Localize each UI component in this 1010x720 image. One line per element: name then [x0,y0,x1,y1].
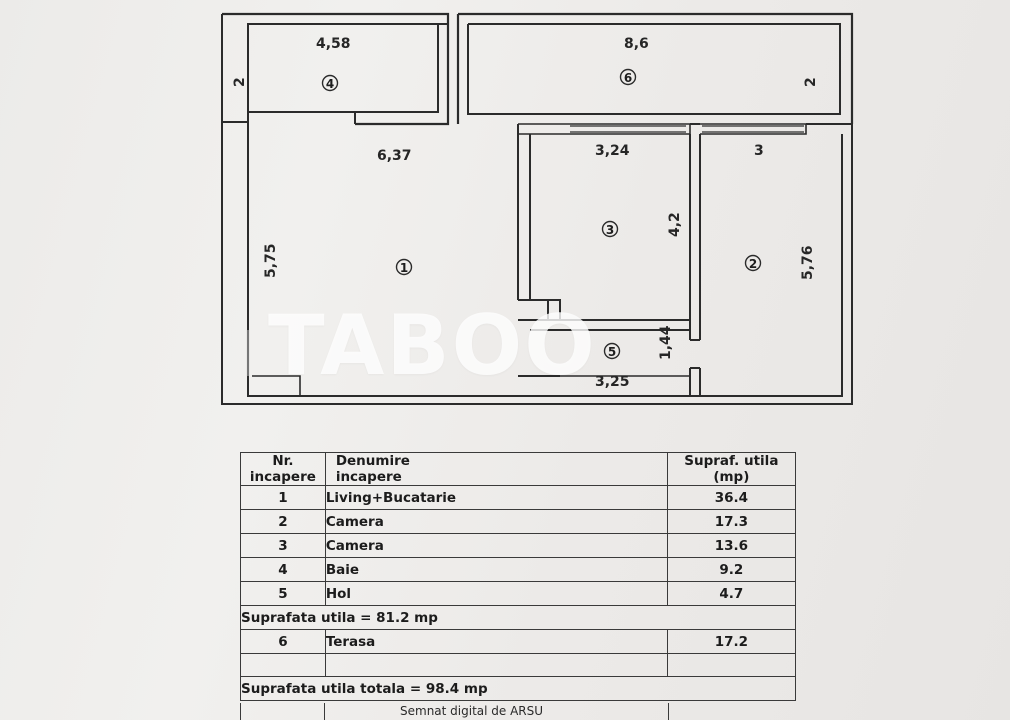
dim-hall-height: 1,44 [658,325,674,360]
row-1-nr: 1 [241,486,326,510]
subtotal-row [241,606,796,630]
row-4-area: 9.2 [667,558,795,582]
row-4-name: Baie [325,558,667,582]
dim-room2-height: 5,76 [800,245,816,280]
room-marker-2-label: 2 [748,257,758,271]
header-nr-line2: incapere [249,469,316,485]
header-name-line2: incapere [335,469,402,485]
row-6-name: Terasa [325,630,667,654]
room-marker-2 [746,256,761,272]
signature-text: Semnat digital de ARSU [400,704,544,718]
room-marker-3-label: 3 [605,223,615,237]
dim-room3-width: 3,24 [595,143,630,159]
dim-terrace-width: 4,58 [316,36,351,52]
row-5-area: 4.7 [667,582,795,606]
row-1-name: Living+Bucatarie [325,486,667,510]
row-1-area: 36.4 [667,486,795,510]
table-row-empty [241,654,796,677]
row-4-nr: 4 [241,558,326,582]
table-row [241,510,796,534]
signature-left-cell [240,703,325,720]
table-header-row [241,453,796,486]
header-nr-line1: Nr. [272,453,294,469]
dim-balcony-width: 8,6 [624,36,649,52]
total-label: Suprafata utila totala = 98.4 mp [241,677,796,701]
header-area-line1: Supraf. utila [684,453,779,469]
total-row [241,677,796,701]
header-area-line2: (mp) [713,469,750,485]
row-empty-nr [241,654,326,677]
dim-living-top-width: 6,37 [377,148,412,164]
row-6-nr: 6 [241,630,326,654]
table-row [241,630,796,654]
row-2-nr: 2 [241,510,326,534]
room-marker-5 [605,344,620,360]
header-area [667,453,795,486]
row-empty-name [325,654,667,677]
digital-signature-strip [240,703,796,720]
room-marker-4 [323,76,338,92]
dim-terrace-height-left: 2 [232,77,248,87]
row-5-nr: 5 [241,582,326,606]
table-row [241,534,796,558]
row-2-name: Camera [325,510,667,534]
header-name [325,453,667,486]
row-3-name: Camera [325,534,667,558]
row-3-area: 13.6 [667,534,795,558]
row-5-name: Hol [325,582,667,606]
dim-bottom-width: 3,25 [595,374,630,390]
header-nr [241,453,326,486]
room-marker-6-label: 6 [623,71,633,85]
table-row [241,486,796,510]
row-empty-area [667,654,795,677]
room-marker-1-label: 1 [399,261,409,275]
room-marker-1 [397,260,412,276]
dim-balcony-height-right: 2 [803,77,819,87]
dim-room3-height: 4,2 [667,212,683,237]
room-schedule-table [240,452,796,701]
table-row [241,582,796,606]
subtotal-label: Suprafata utila = 81.2 mp [241,606,796,630]
room-marker-4-label: 4 [325,77,335,91]
watermark-text: TABOO [268,297,597,394]
dim-room2-width: 3 [754,143,764,159]
signature-right-cell [668,703,796,720]
room-marker-6 [621,70,636,86]
table-row [241,558,796,582]
row-3-nr: 3 [241,534,326,558]
dim-living-left-height: 5,75 [263,243,279,278]
row-2-area: 17.3 [667,510,795,534]
header-name-line1: Denumire [335,453,410,469]
row-6-area: 17.2 [667,630,795,654]
room-marker-5-label: 5 [607,345,617,359]
room-marker-3 [603,222,618,238]
